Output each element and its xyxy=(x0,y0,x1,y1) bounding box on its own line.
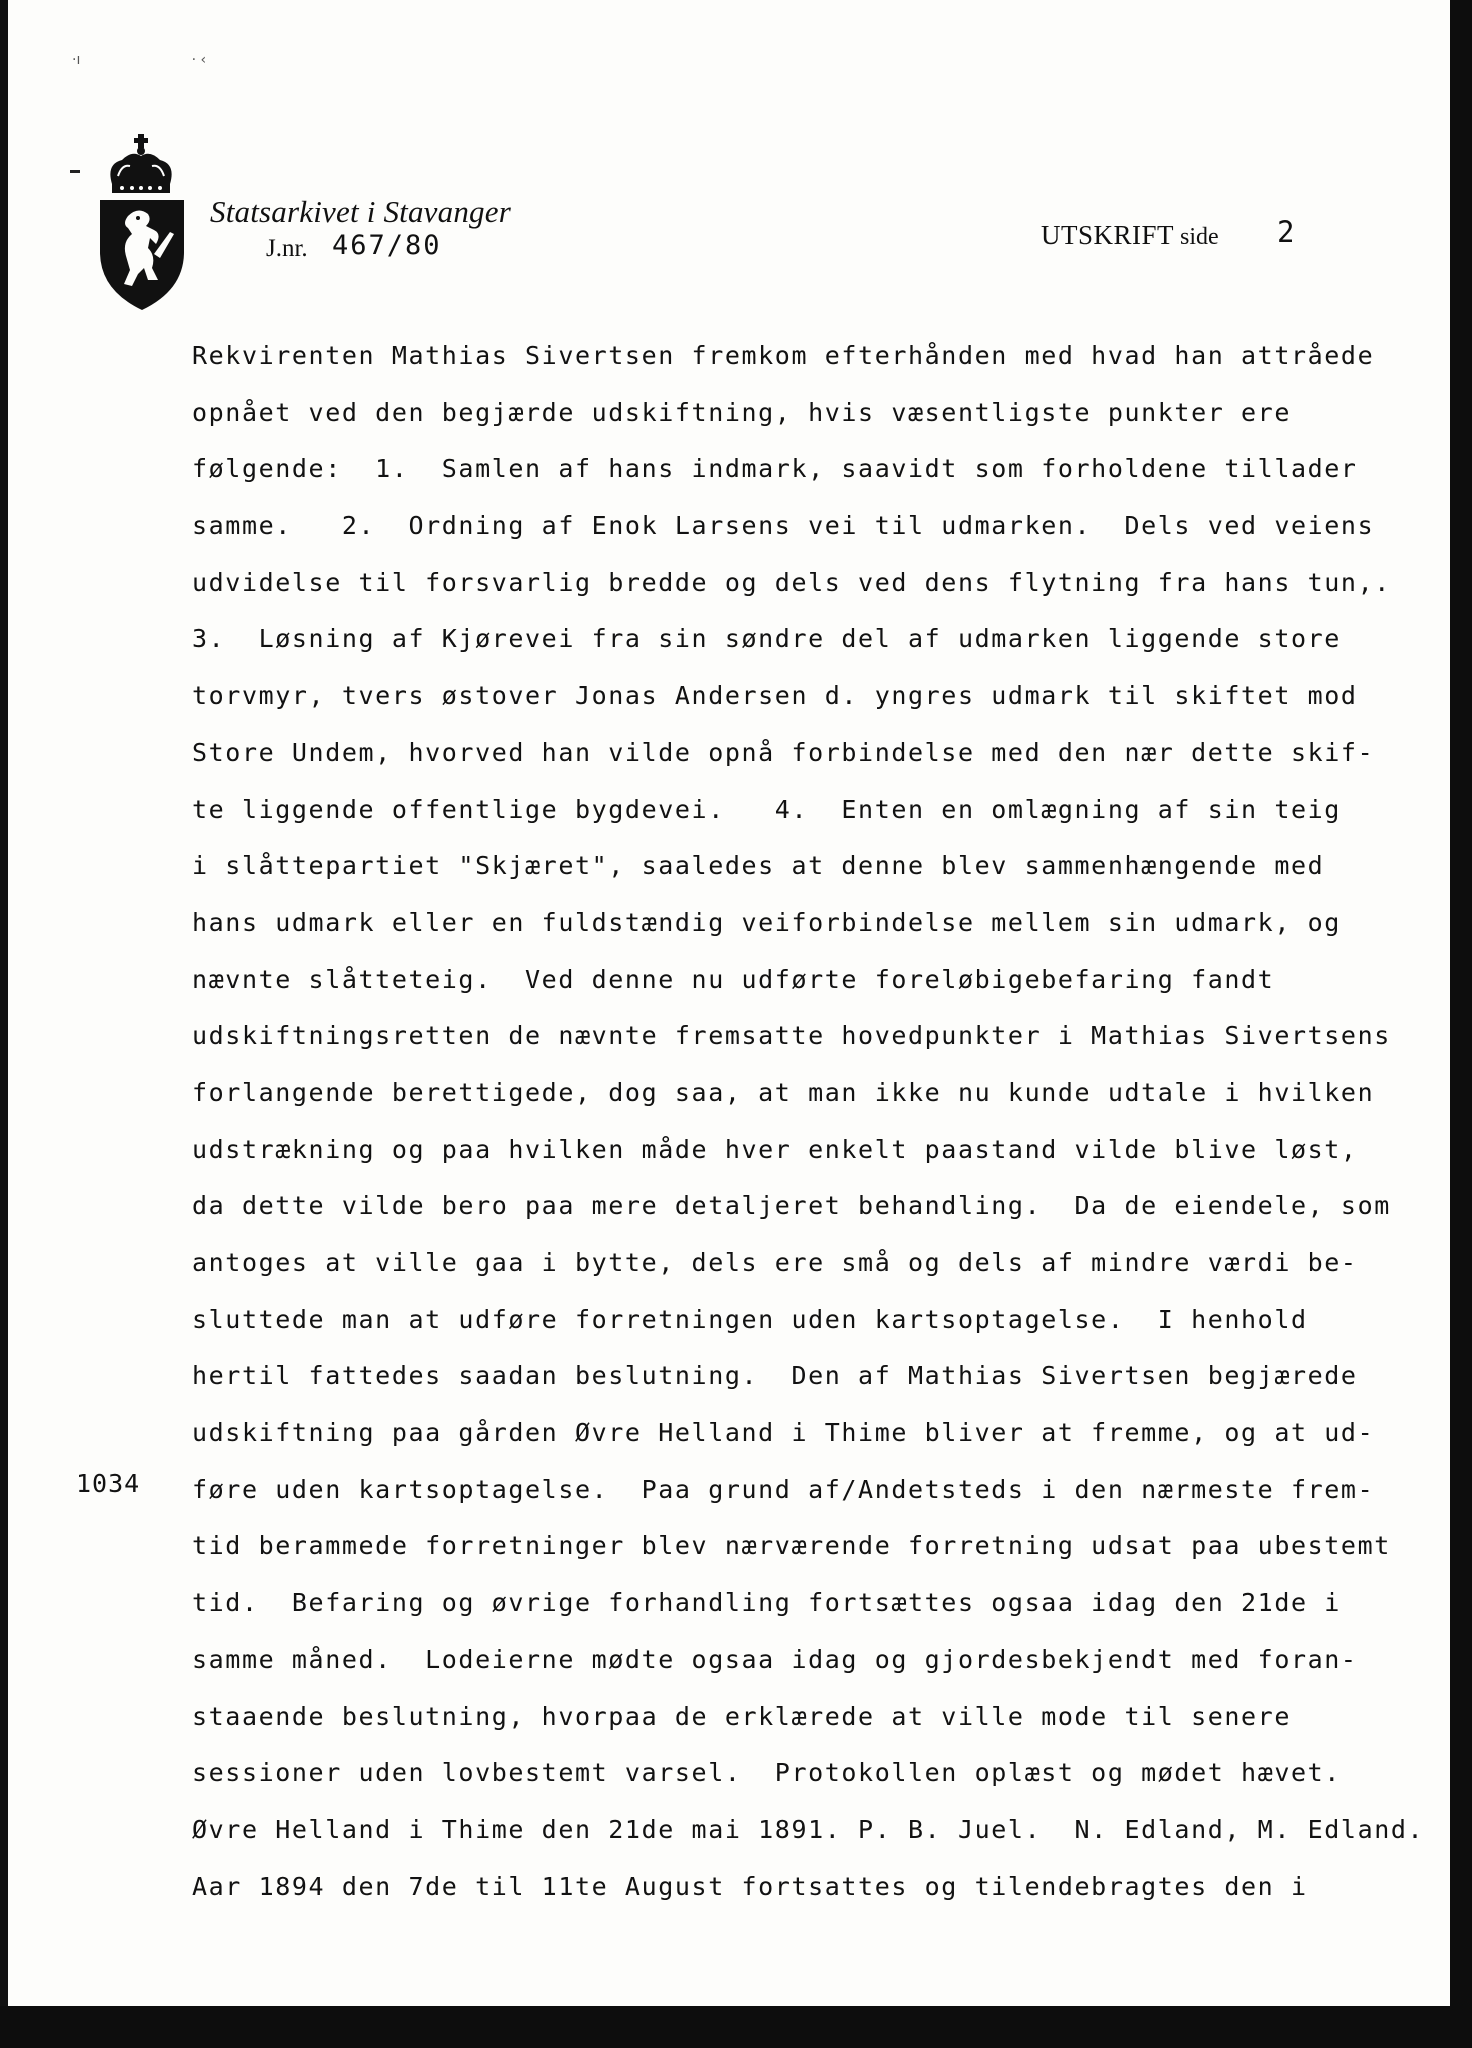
text-line: Øvre Helland i Thime den 21de mai 1891. P. B. Juel. N. Edland, M. Edland. xyxy=(192,1814,1425,1844)
text-line: Aar 1894 den 7de til 11te August fortsattes og tilendebragtes den i xyxy=(192,1871,1308,1901)
text-line: sluttede man at udføre forretningen uden kartsoptagelse. I henhold xyxy=(192,1304,1308,1334)
scan-border-left xyxy=(0,0,8,2048)
text-line: 3. Løsning af Kjørevei fra sin søndre del af udmarken liggende store xyxy=(192,624,1341,654)
text-line: i slåttepartiet "Skjæret", saaledes at denne blev sammenhængende med xyxy=(192,851,1325,881)
coat-of-arms-logo xyxy=(92,134,192,312)
text-line: følgende: 1. Samlen af hans indmark, saavidt som forholdene tillader xyxy=(192,454,1358,484)
scan-specks: ·ı · ‹ xyxy=(72,52,207,68)
text-line: forlangende berettigede, dog saa, at man ikke nu kunde udtale i hvilken xyxy=(192,1077,1375,1107)
jnr-label: J.nr. xyxy=(266,235,308,262)
margin-note-number: 1034 xyxy=(76,1469,141,1498)
text-line: nævnte slåtteteig. Ved denne nu udførte foreløbigebefaring fandt xyxy=(192,964,1275,994)
text-line: føre uden kartsoptagelse. Paa grund af/Andetsteds i den nærmeste frem- xyxy=(192,1474,1375,1504)
text-line: da dette vilde bero paa mere detaljeret behandling. Da de eiendele, som xyxy=(192,1191,1391,1221)
archive-name: Statsarkivet i Stavanger xyxy=(210,194,511,229)
text-line: hans udmark eller en fuldstændig veiforbindelse mellem sin udmark, og xyxy=(192,907,1341,937)
text-line: udskiftningsretten de nævnte fremsatte hovedpunkter i Mathias Sivertsens xyxy=(192,1021,1391,1051)
text-line: udvidelse til forsvarlig bredde og dels ved dens flytning fra hans tun,. xyxy=(192,567,1391,597)
scan-mark xyxy=(70,170,80,173)
text-line: Store Undem, hvorved han vilde opnå forbindelse med den nær dette skif- xyxy=(192,737,1375,767)
text-line: hertil fattedes saadan beslutning. Den af Mathias Sivertsen begjærede xyxy=(192,1361,1358,1391)
utskrift-label: UTSKRIFT xyxy=(1041,220,1175,250)
text-line: torvmyr, tvers østover Jonas Andersen d. yngres udmark til skiftet mod xyxy=(192,681,1358,711)
text-line: sessioner uden lovbestemt varsel. Protokollen oplæst og mødet hævet. xyxy=(192,1758,1341,1788)
text-line: tid berammede forretninger blev nærværende forretning udsat paa ubestemt xyxy=(192,1531,1391,1561)
text-line: tid. Befaring og øvrige forhandling fortsættes ogsaa idag den 21de i xyxy=(192,1588,1341,1618)
jnr-number: 467/80 xyxy=(332,230,442,261)
scan-border-right xyxy=(1450,0,1472,2048)
text-line: staaende beslutning, hvorpaa de erklærede at ville mode til senere xyxy=(192,1701,1291,1731)
page-number: 2 xyxy=(1277,215,1295,249)
text-line: samme. 2. Ordning af Enok Larsens vei til udmarken. Dels ved veiens xyxy=(192,511,1375,541)
text-line: antoges at ville gaa i bytte, dels ere små og dels af mindre værdi be- xyxy=(192,1248,1358,1277)
typed-text-body xyxy=(192,336,1424,1923)
text-line: udstrækning og paa hvilken måde hver enkelt paastand vilde blive løst, xyxy=(192,1134,1358,1164)
text-line: Rekvirenten Mathias Sivertsen fremkom efterhånden med hvad han attråede xyxy=(192,341,1375,370)
side-label: side xyxy=(1180,224,1219,250)
scan-border-bottom xyxy=(0,2006,1472,2048)
text-line: samme måned. Lodeierne mødte ogsaa idag og gjordesbekjendt med foran- xyxy=(192,1644,1358,1674)
text-line: udskiftning paa gården Øvre Helland i Thime bliver at fremme, og at ud- xyxy=(192,1418,1375,1448)
text-line: opnået ved den begjærde udskiftning, hvis væsentligste punkter ere xyxy=(192,397,1291,427)
text-line: te liggende offentlige bygdevei. 4. Enten en omlægning af sin teig xyxy=(192,794,1341,824)
utskrift-heading xyxy=(1041,220,1219,251)
